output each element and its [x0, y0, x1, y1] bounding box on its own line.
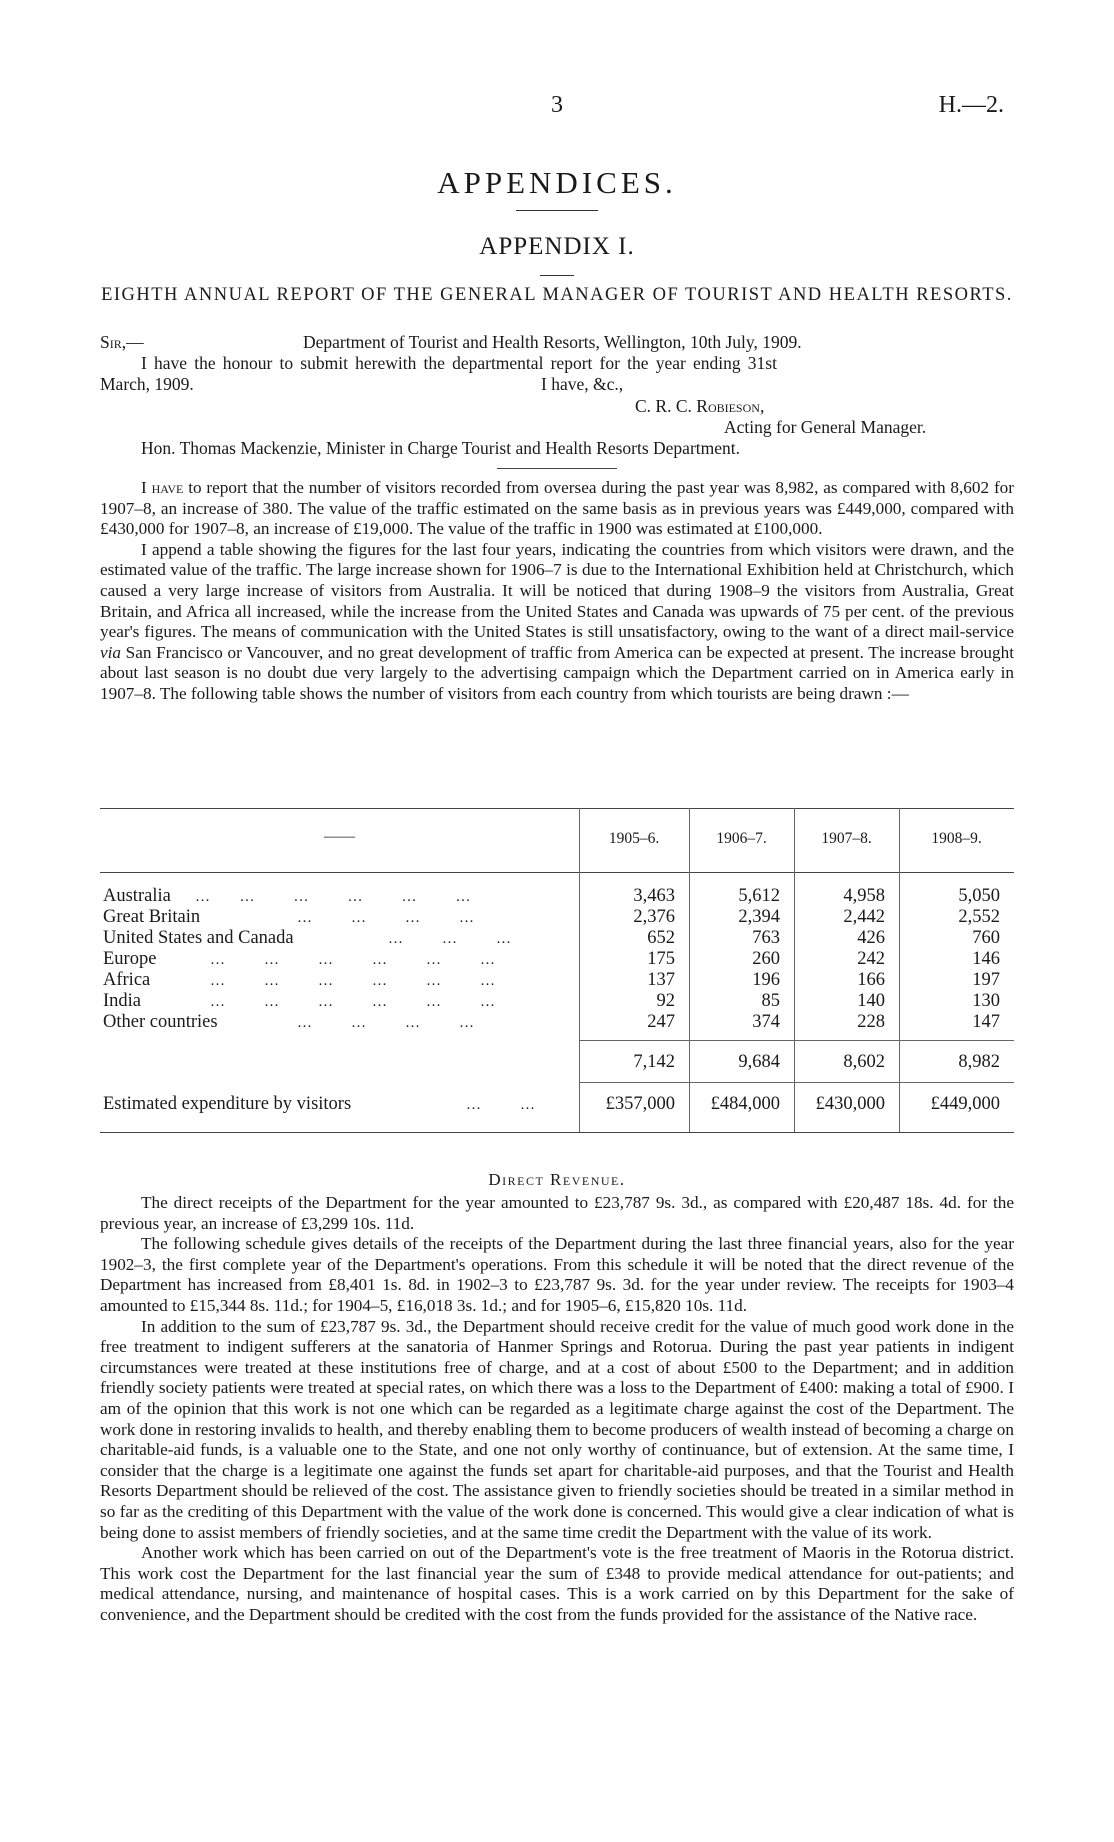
column-header-1905-6: 1905–6.	[608, 830, 660, 847]
leader-dots: … …	[466, 1097, 536, 1113]
revenue-paragraph-2: The following schedule gives details of the receipts of the Department during the last three financial years, also for the year 1902–3, the first complete year of the Department's operations. From this schedule it will be noted that the direct revenue of the Department has increased from £8,401 1s. 8d. in 1902–3 to £23,787 9s. 3d. for the year under review. The receipts for 1903–4 amounted to £15,344 8s. 11d.; for 1904–5, £16,018 3s. 1d.; and for 1905–6, £15,820 10s. 11d.	[100, 1234, 1014, 1315]
letter-body-line-1: I have the honour to submit herewith the departmental report for the year ending 31st	[141, 353, 777, 373]
leader-dots: … … … …	[297, 1015, 475, 1031]
cell-other-1906-7: 374	[752, 1012, 780, 1032]
expenditure-1906-7: £484,000	[710, 1094, 780, 1114]
row-label-australia: Australia	[103, 886, 171, 906]
letter-body-line-2: March, 1909.	[100, 374, 194, 394]
cell-great-britain-1907-8: 2,442	[843, 907, 885, 927]
column-header-1908-9: 1908–9.	[931, 830, 982, 847]
row-label-other-countries: Other countries	[103, 1012, 218, 1032]
revenue-paragraph-4: Another work which has been carried on out of the Department's vote is the free treatment of Maoris in the Rotorua district. This work cost the Department for the last financial year the sum of £348 to provide medical attendance for out-patients; and medical attendance, nursing, and maintenance of hospital cases. This is a work carried on by this Department for the sake of convenience, and the Department should be credited with the cost from the funds provided for the assistance of the Native race.	[100, 1543, 1014, 1624]
cell-other-1908-9: 147	[972, 1012, 1000, 1032]
cell-africa-1908-9: 197	[972, 970, 1000, 990]
table-header-rule	[100, 872, 1014, 873]
cell-india-1906-7: 85	[761, 991, 780, 1011]
intro-via-italic: via	[100, 642, 121, 662]
intro-paragraph-2-text-a: I append a table showing the figures for the last four years, indicating the countries from which visitors were drawn, and the estimated value of the traffic. The large increase shown for 1906–7 is due to the International Exhibition held at Christchurch, which caused a very large increase of visitors from Australia. It will be noticed that during 1908–9 the visitors from Australia, Great Britain, and Africa all increased, while the increase from the United States and Canada was upwards of 75 per cent. of the previous year's figures. The means of communication with the United States is still unsatisfactory, owing to the want of a direct mail-service	[100, 539, 1014, 642]
leader-dots: … … … … … …	[210, 994, 496, 1010]
intro-paragraph-2	[100, 540, 1014, 705]
cell-india-1907-8: 140	[857, 991, 885, 1011]
total-1906-7: 9,684	[738, 1052, 780, 1072]
intro-paragraph-1-text: to report that the number of visitors recorded from oversea during the past year was 8,982, as compared with 8,602 for 1907–8, an increase of 380. The value of the traffic estimated on the same basis as in previous years was £449,000, compared with £430,000 for 1907–8, an increase of £19,000. The value of the traffic in 1900 was estimated at £100,000.	[100, 478, 1014, 539]
row-label-india: India	[103, 991, 142, 1011]
cell-us-canada-1907-8: 426	[857, 928, 885, 948]
cell-india-1908-9: 130	[972, 991, 1000, 1011]
cell-europe-1908-9: 146	[972, 949, 1000, 969]
appendix-divider	[540, 275, 574, 276]
totals-rule	[579, 1040, 1014, 1041]
intro-paragraph-2-text-b: San Francisco or Vancouver, and no great development of traffic from America can be expected at present. The increase brought about last season is no doubt due very largely to the advertising campaign which the Department carried on in America early in 1907–8. The following table shows the number of visitors from each country from which tourists are being drawn :—	[100, 642, 1014, 703]
direct-revenue-heading: Direct Revenue.	[488, 1170, 626, 1189]
cell-africa-1905-6: 137	[647, 970, 675, 990]
expenditure-1908-9: £449,000	[930, 1094, 1000, 1114]
leader-dots: … … …	[388, 931, 512, 947]
leader-dots: … … … … … …	[210, 973, 496, 989]
cell-us-canada-1908-9: 760	[972, 928, 1000, 948]
expenditure-1905-6: £357,000	[605, 1094, 675, 1114]
leader-dots: … … … … … …	[210, 952, 496, 968]
cell-great-britain-1908-9: 2,552	[958, 907, 1000, 927]
cell-australia-1907-8: 4,958	[843, 886, 885, 906]
cell-australia-1905-6: 3,463	[633, 886, 675, 906]
expenditure-1907-8: £430,000	[815, 1094, 885, 1114]
heading-divider	[516, 210, 598, 211]
main-heading: APPENDICES.	[437, 165, 677, 200]
cell-australia-1908-9: 5,050	[958, 886, 1000, 906]
direct-revenue-text	[100, 1193, 1014, 1625]
report-title: EIGHTH ANNUAL REPORT OF THE GENERAL MANAGER OF TOURIST AND HEALTH RESORTS.	[101, 285, 1013, 305]
cell-india-1905-6: 92	[656, 991, 675, 1011]
total-1908-9: 8,982	[958, 1052, 1000, 1072]
revenue-paragraph-3: In addition to the sum of £23,787 9s. 3d., the Department should receive credit for the value of much good work done in the free treatment to indigent sufferers at the sanatoria of Hanmer Springs and Rotorua. During the past year patients in indigent circumstances were treated at these institutions free of charge, and at a cost of about £500 to the Department; and in addition friendly society patients were treated at special rates, on which there was a loss to the Department of £400: making a total of £900. I am of the opinion that this work is not one which can be regarded as a legitimate charge against the cost of the Department. The work done in restoring invalids to health, and thereby enabling them to become producers of wealth instead of becoming a charge on charitable-aid funds, is a valuable one to the State, and one not only worthy of continuance, but of extension. At the same time, I consider that the charge is a legitimate one against the funds set apart for charitable-aid purposes, and that the Tourist and Health Resorts Department should be relieved of the cost. The assistance given to friendly societies should be treated in a similar method in so far as the crediting of this Department with the value of the work done is concerned. This would give a clear indication of what is being done to assist members of friendly societies, and at the same time credit the Department with the value of its work.	[100, 1316, 1014, 1542]
intro-text	[100, 478, 1014, 705]
cell-us-canada-1906-7: 763	[752, 928, 780, 948]
intro-lead-words: I have	[141, 478, 184, 497]
cell-us-canada-1905-6: 652	[647, 928, 675, 948]
cell-other-1907-8: 228	[857, 1012, 885, 1032]
letter-signatory-title: Acting for General Manager.	[724, 417, 927, 437]
row-label-great-britain: Great Britain	[103, 907, 201, 927]
cell-australia-1906-7: 5,612	[738, 886, 780, 906]
column-header-1906-7: 1906–7.	[716, 830, 767, 847]
cell-europe-1906-7: 260	[752, 949, 780, 969]
row-label-united-states-canada: United States and Canada	[103, 928, 294, 948]
table-corner-header: ——	[324, 828, 355, 845]
cell-africa-1906-7: 196	[752, 970, 780, 990]
cell-europe-1907-8: 242	[857, 949, 885, 969]
letter-addressee: Hon. Thomas Mackenzie, Minister in Charge Tourist and Health Resorts Department.	[141, 438, 740, 458]
column-header-1907-8: 1907–8.	[821, 830, 872, 847]
expenditure-label: Estimated expenditure by visitors	[103, 1094, 352, 1114]
letter-signatory: C. R. C. Robieson,	[635, 396, 765, 416]
cell-great-britain-1906-7: 2,394	[738, 907, 780, 927]
table-top-rule	[100, 808, 1014, 809]
leader-dots: … … … … … …	[195, 889, 472, 905]
session-code: H.—2.	[938, 92, 1004, 118]
cell-great-britain-1905-6: 2,376	[633, 907, 675, 927]
revenue-paragraph-1: The direct receipts of the Department for the year amounted to £23,787 9s. 3d., as compared with £20,487 18s. 4d. for the previous year, an increase of £3,299 10s. 11d.	[100, 1193, 1014, 1233]
total-1907-8: 8,602	[843, 1052, 885, 1072]
letter-address: Department of Tourist and Health Resorts, Wellington, 10th July, 1909.	[303, 332, 802, 352]
total-1905-6: 7,142	[633, 1052, 675, 1072]
table-bottom-rule	[100, 1132, 1014, 1133]
letter-closing: I have, &c.,	[541, 374, 624, 394]
page-number: 3	[551, 92, 563, 118]
cell-europe-1905-6: 175	[647, 949, 675, 969]
row-label-europe: Europe	[103, 949, 157, 969]
section-divider	[497, 468, 617, 469]
leader-dots: … … … …	[297, 910, 475, 926]
expenditure-rule	[579, 1082, 1014, 1083]
intro-paragraph-1	[100, 478, 1014, 540]
cell-africa-1907-8: 166	[857, 970, 885, 990]
appendix-heading: APPENDIX I.	[479, 233, 635, 260]
cell-other-1905-6: 247	[647, 1012, 675, 1032]
letter-salutation: Sir,—	[100, 332, 144, 352]
row-label-africa: Africa	[103, 970, 151, 990]
